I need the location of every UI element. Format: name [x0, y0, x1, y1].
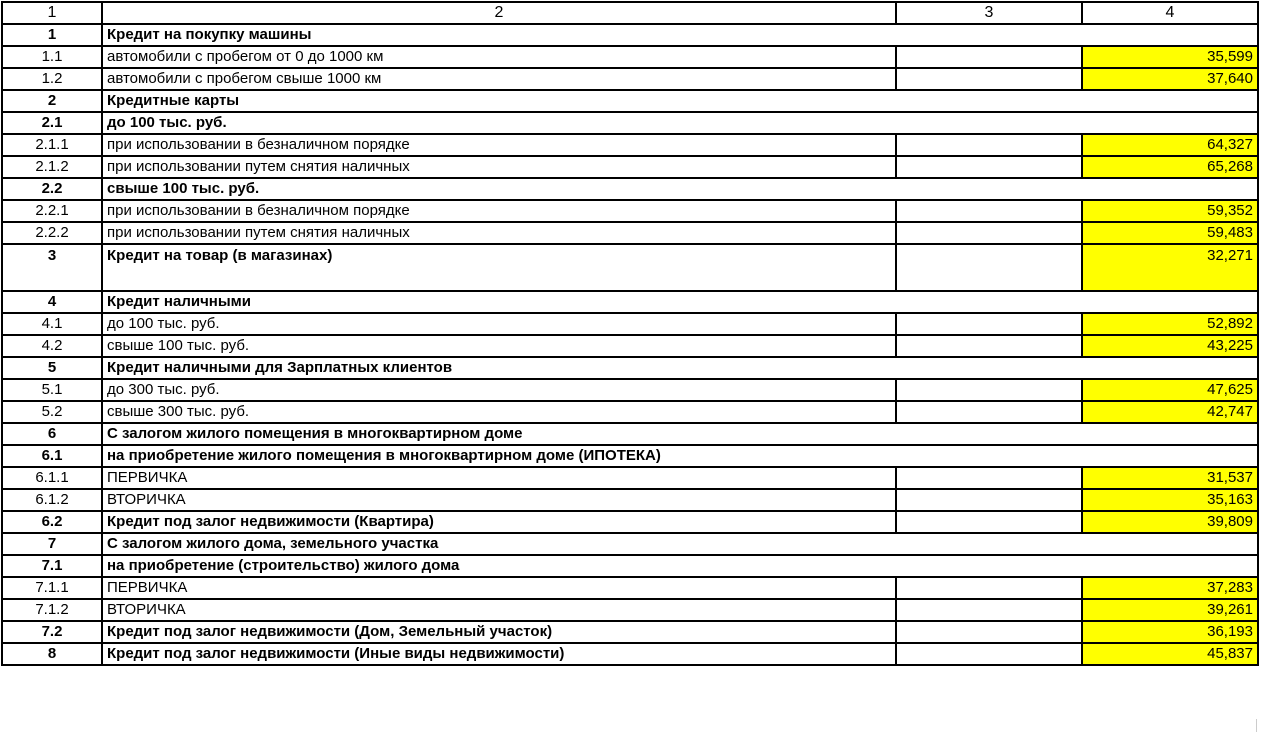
value-cell[interactable]: 32,271	[1082, 244, 1258, 291]
label-cell[interactable]: до 100 тыс. руб.	[102, 313, 896, 335]
row-number-cell[interactable]: 5.2	[2, 401, 102, 423]
empty-cell[interactable]	[896, 401, 1082, 423]
label-cell[interactable]: при использовании в безналичном порядке	[102, 200, 896, 222]
value-cell[interactable]: 37,640	[1082, 68, 1258, 90]
row-number-cell[interactable]: 4	[2, 291, 102, 313]
row-number-cell[interactable]: 1.2	[2, 68, 102, 90]
row-number-cell[interactable]: 2	[2, 90, 102, 112]
label-cell[interactable]: на приобретение жилого помещения в многоквартирном доме (ИПОТЕКА)	[102, 445, 1258, 467]
label-cell[interactable]: свыше 100 тыс. руб.	[102, 178, 1258, 200]
label-cell[interactable]: С залогом жилого помещения в многоквартирном доме	[102, 423, 1258, 445]
value-cell[interactable]: 64,327	[1082, 134, 1258, 156]
empty-cell[interactable]	[896, 511, 1082, 533]
empty-cell[interactable]	[896, 244, 1082, 291]
value-cell[interactable]: 35,163	[1082, 489, 1258, 511]
row-number-cell[interactable]: 3	[2, 244, 102, 291]
table-row	[2, 313, 1258, 335]
column-header-3[interactable]: 3	[896, 2, 1082, 24]
table-row	[2, 357, 1258, 379]
value-cell[interactable]: 59,483	[1082, 222, 1258, 244]
column-header-2[interactable]: 2	[102, 2, 896, 24]
value-cell[interactable]: 37,283	[1082, 577, 1258, 599]
value-cell[interactable]: 65,268	[1082, 156, 1258, 178]
label-cell[interactable]: С залогом жилого дома, земельного участка	[102, 533, 1258, 555]
label-cell[interactable]: до 300 тыс. руб.	[102, 379, 896, 401]
column-header-1[interactable]: 1	[2, 2, 102, 24]
table-row	[2, 156, 1258, 178]
table-row	[2, 401, 1258, 423]
label-cell[interactable]: Кредит наличными для Зарплатных клиентов	[102, 357, 1258, 379]
empty-cell[interactable]	[896, 621, 1082, 643]
empty-cell[interactable]	[896, 489, 1082, 511]
empty-cell[interactable]	[896, 577, 1082, 599]
label-cell[interactable]: автомобили с пробегом от 0 до 1000 км	[102, 46, 896, 68]
row-number-cell[interactable]: 2.2	[2, 178, 102, 200]
row-number-cell[interactable]: 5	[2, 357, 102, 379]
table-row	[2, 489, 1258, 511]
label-cell[interactable]: Кредит наличными	[102, 291, 1258, 313]
value-cell[interactable]: 39,261	[1082, 599, 1258, 621]
label-cell[interactable]: Кредит под залог недвижимости (Дом, Земельный участок)	[102, 621, 896, 643]
table-row	[2, 200, 1258, 222]
row-number-cell[interactable]: 2.2.2	[2, 222, 102, 244]
value-cell[interactable]: 31,537	[1082, 467, 1258, 489]
value-cell[interactable]: 39,809	[1082, 511, 1258, 533]
value-cell[interactable]: 43,225	[1082, 335, 1258, 357]
label-cell[interactable]: автомобили с пробегом свыше 1000 км	[102, 68, 896, 90]
table-row	[2, 244, 1258, 291]
row-number-cell[interactable]: 7.1.1	[2, 577, 102, 599]
empty-cell[interactable]	[896, 379, 1082, 401]
row-number-cell[interactable]: 2.1.1	[2, 134, 102, 156]
label-cell[interactable]: при использовании в безналичном порядке	[102, 134, 896, 156]
table-row	[2, 24, 1258, 46]
label-cell[interactable]: до 100 тыс. руб.	[102, 112, 1258, 134]
empty-cell[interactable]	[896, 200, 1082, 222]
row-number-cell[interactable]: 6.2	[2, 511, 102, 533]
row-number-cell[interactable]: 7.1	[2, 555, 102, 577]
gridline-ghost	[1256, 719, 1257, 732]
column-header-row	[2, 2, 1258, 24]
table-row	[2, 112, 1258, 134]
value-cell[interactable]: 47,625	[1082, 379, 1258, 401]
row-number-cell[interactable]: 7.1.2	[2, 599, 102, 621]
table-row	[2, 90, 1258, 112]
table-row	[2, 335, 1258, 357]
table-row	[2, 222, 1258, 244]
table-row	[2, 445, 1258, 467]
value-cell[interactable]: 42,747	[1082, 401, 1258, 423]
row-number-cell[interactable]: 4.1	[2, 313, 102, 335]
row-number-cell[interactable]: 1.1	[2, 46, 102, 68]
value-cell[interactable]: 59,352	[1082, 200, 1258, 222]
table-row	[2, 467, 1258, 489]
table-row	[2, 511, 1258, 533]
table-row	[2, 291, 1258, 313]
empty-cell[interactable]	[896, 134, 1082, 156]
table-row	[2, 599, 1258, 621]
empty-cell[interactable]	[896, 68, 1082, 90]
row-number-cell[interactable]: 6.1.1	[2, 467, 102, 489]
row-number-cell[interactable]: 7.2	[2, 621, 102, 643]
empty-cell[interactable]	[896, 643, 1082, 665]
empty-cell[interactable]	[896, 599, 1082, 621]
table-row	[2, 533, 1258, 555]
table-row	[2, 643, 1258, 665]
empty-cell[interactable]	[896, 335, 1082, 357]
empty-cell[interactable]	[896, 313, 1082, 335]
row-number-cell[interactable]: 2.1	[2, 112, 102, 134]
label-cell[interactable]: Кредит под залог недвижимости (Иные виды недвижимости)	[102, 643, 896, 665]
label-cell[interactable]: ВТОРИЧКА	[102, 599, 896, 621]
table-row	[2, 68, 1258, 90]
row-number-cell[interactable]: 6	[2, 423, 102, 445]
row-number-cell[interactable]: 8	[2, 643, 102, 665]
column-header-4[interactable]: 4	[1082, 2, 1258, 24]
table-row	[2, 134, 1258, 156]
table-row	[2, 621, 1258, 643]
table-row	[2, 577, 1258, 599]
label-cell[interactable]: при использовании путем снятия наличных	[102, 222, 896, 244]
credit-rates-table-body	[2, 24, 1258, 665]
row-number-cell[interactable]: 1	[2, 24, 102, 46]
empty-cell[interactable]	[896, 156, 1082, 178]
row-number-cell[interactable]: 6.1	[2, 445, 102, 467]
row-number-cell[interactable]: 2.2.1	[2, 200, 102, 222]
row-number-cell[interactable]: 6.1.2	[2, 489, 102, 511]
row-number-cell[interactable]: 7	[2, 533, 102, 555]
label-cell[interactable]: на приобретение (строительство) жилого дома	[102, 555, 1258, 577]
label-cell[interactable]: Кредитные карты	[102, 90, 1258, 112]
table-row	[2, 555, 1258, 577]
table-row	[2, 379, 1258, 401]
label-cell[interactable]: Кредит на покупку машины	[102, 24, 1258, 46]
value-cell[interactable]: 35,599	[1082, 46, 1258, 68]
label-cell[interactable]: ПЕРВИЧКА	[102, 577, 896, 599]
empty-cell[interactable]	[896, 467, 1082, 489]
label-cell[interactable]: Кредит под залог недвижимости (Квартира)	[102, 511, 896, 533]
row-number-cell[interactable]: 5.1	[2, 379, 102, 401]
table-row	[2, 46, 1258, 68]
label-cell[interactable]: свыше 100 тыс. руб.	[102, 335, 896, 357]
label-cell[interactable]: ВТОРИЧКА	[102, 489, 896, 511]
value-cell[interactable]: 52,892	[1082, 313, 1258, 335]
value-cell[interactable]: 45,837	[1082, 643, 1258, 665]
row-number-cell[interactable]: 2.1.2	[2, 156, 102, 178]
label-cell[interactable]: при использовании путем снятия наличных	[102, 156, 896, 178]
credit-products-rate-table	[1, 1, 1259, 666]
value-cell[interactable]: 36,193	[1082, 621, 1258, 643]
label-cell[interactable]: ПЕРВИЧКА	[102, 467, 896, 489]
table-row	[2, 178, 1258, 200]
label-cell[interactable]: свыше 300 тыс. руб.	[102, 401, 896, 423]
row-number-cell[interactable]: 4.2	[2, 335, 102, 357]
empty-cell[interactable]	[896, 46, 1082, 68]
label-cell[interactable]: Кредит на товар (в магазинах)	[102, 244, 896, 291]
empty-cell[interactable]	[896, 222, 1082, 244]
table-row	[2, 423, 1258, 445]
